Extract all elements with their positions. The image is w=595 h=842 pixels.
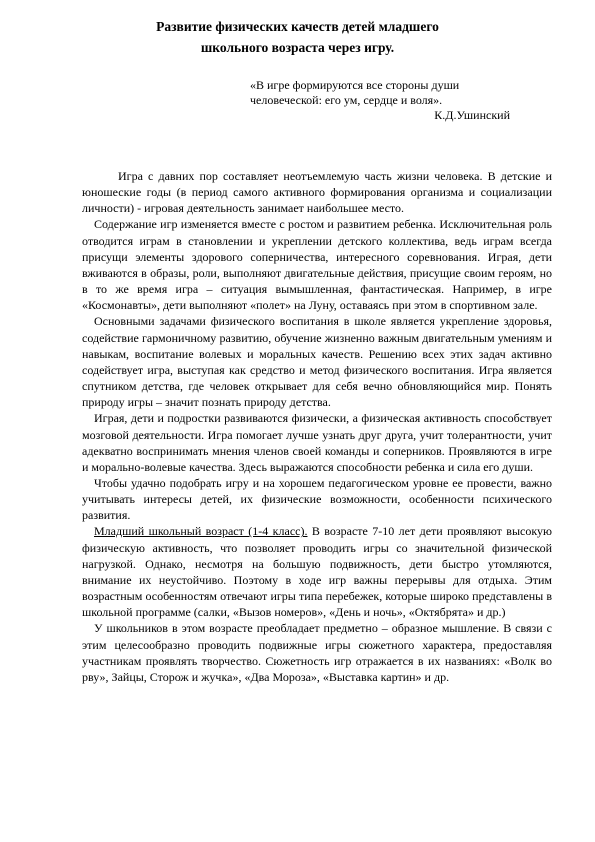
paragraph-2: Содержание игр изменяется вместе с ростом и развитием ребенка. Исключительная роль отводится играм в становлении и укреплении детского коллектива, ведь играм всегда присущи элементы здорового соперничества, интересного соревнования. Играя, дети вживаются в образы, роли, выполняют двигательные действия, присущие своим героям, но в то же время игра – ситуация вымышленная, фантастическая. Например, в игре «Космонавты», дети выполняют «полет» на Луну, оставаясь при этом в спортивном зале.: [82, 217, 552, 313]
title-line-2: школьного возраста через игру.: [200, 40, 395, 55]
title-line-1: Развитие физических качеств детей младшего: [156, 19, 439, 34]
epigraph: [250, 78, 510, 123]
epigraph-author: К.Д.Ушинский: [434, 108, 510, 122]
epigraph-line-1: «В игре формируются все стороны души: [250, 78, 460, 92]
epigraph-line-2: человеческой: его ум, сердце и воля».: [250, 93, 443, 107]
age-group-heading: Младший школьный возраст (1-4 класс).: [94, 524, 308, 539]
paragraph-7: У школьников в этом возрасте преобладает предметно – образное мышление. В связи с этим целесообразно проводить подвижные игры сюжетного характера, предоставляя участникам проявлять творчество. Сюжетность игр отражается в их названиях: «Волк во рву», Зайцы, Сторож и жучка», «Два Мороза», «Выставка картин» и др.: [82, 621, 552, 684]
paragraph-3: Основными задачами физического воспитания в школе является укрепление здоровья, содействие гармоничному развитию, обучение жизненно важным двигательным умениям и навыкам, воспитание волевых и моральных качеств. Решению всех этих задач активно содействует игра, выступая как средство и метод физического воспитания. Игра является спутником детства, где человек открывает для себя вечно обновляющийся мир. Понять природу игры – значит познать природу детства.: [82, 314, 552, 410]
paragraph-6: [82, 523, 552, 620]
document-title: [0, 16, 595, 58]
document-body: [82, 168, 552, 685]
paragraph-4: Играя, дети и подростки развиваются физически, а физическая активность способствует мозговой деятельности. Игра помогает лучше узнать друг друга, учит толерантности, учит адекватно воспринимать мнения членов своей команды и соперников. Проявляются в игре и морально-волевые качества. Здесь выражаются способности ребенка и сила его души.: [82, 411, 552, 474]
paragraph-5: Чтобы удачно подобрать игру и на хорошем педагогическом уровне ее провести, важно учитывать интересы детей, их физические возможности, особенности психического развития.: [82, 475, 552, 523]
paragraph-6-text: В возрасте 7-10 лет дети проявляют высокую физическую активность, что позволяет проводить игры со значительной физической нагрузкой. Однако, несмотря на большую подвижность, дети быстро утомляются, внимание их неустойчиво. Поэтому в ходе игр важны перерывы для отдыха. Этим возрастным особенностям отвечают игры типа перебежек, которые широко представлены в школьной программе (салки, «Вызов номеров», «День и ночь», «Октябрята» и др.): [82, 524, 552, 620]
paragraph-1: Игра с давних пор составляет неотъемлемую часть жизни человека. В детские и юношеские годы (в период самого активного формирования организма и социализации личности) - игровая деятельность занимает наибольшее место.: [82, 169, 552, 216]
